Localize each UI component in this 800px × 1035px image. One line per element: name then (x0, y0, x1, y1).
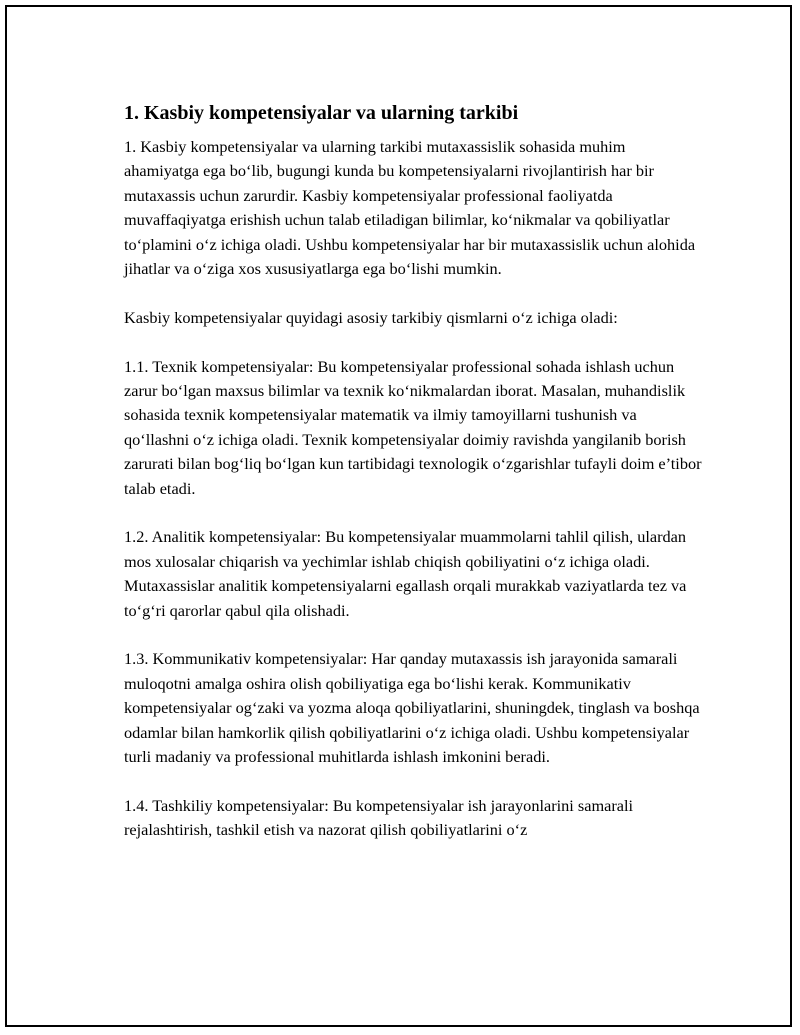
paragraph-components-lead: Kasbiy kompetensiyalar quyidagi asosiy tarkibiy qismlarni o‘z ichiga oladi: (124, 307, 618, 327)
page-frame (5, 5, 792, 1027)
paragraph-intro: 1. Kasbiy kompetensiyalar va ularning tarkibi mutaxassislik sohasida muhim ahamiyatga ega bo‘lib, bugungi kunda bu kompetensiyalarni rivojlantirish har bir mutaxassis uchun zarurdir. Kasbiy kompetensiyalar professional faoliyatda muvaffaqiyatga erishish uchun talab etiladigan bilimlar, ko‘nikmalar va qobiliyatlar to‘plamini o‘z ichiga oladi. Ushbu kompetensiyalar har bir mutaxassislik uchun alohida jihatlar va o‘ziga xos xususiyatlarga ega bo‘lishi mumkin. (124, 137, 696, 279)
paragraph-communicative: 1.3. Kommunikativ kompetensiyalar: Har qanday mutaxassis ish jarayonida samarali muloqotni amalga oshira olish qobiliyatiga ega bo‘lishi kerak. Kommunikativ kompetensiyalar og‘zaki va yozma aloqa qobiliyatlarini, shuningdek, tinglash va boshqa odamlar bilan hamkorlik qilish qobiliyatlarini o‘z ichiga oladi. Ushbu kompetensiyalar turli madaniy va professional muhitlarda ishlash imkonini beradi. (124, 649, 700, 767)
document-body (124, 99, 704, 867)
paragraph-organizational: 1.4. Tashkiliy kompetensiyalar: Bu kompetensiyalar ish jarayonlarini samarali rejalashtirish, tashkil etish va nazorat qilish qobiliyatlarini o‘z (124, 795, 634, 840)
section-heading: 1. Kasbiy kompetensiyalar va ularning tarkibi (124, 102, 519, 124)
paragraph-analytical: 1.2. Analitik kompetensiyalar: Bu kompetensiyalar muammolarni tahlil qilish, ulardan mos xulosalar chiqarish va yechimlar ishlab chiqish qobiliyatini o‘z ichiga oladi. Mutaxassislar analitik kompetensiyalarni egallash orqali murakkab vaziyatlarda tez va to‘g‘ri qarorlar qabul qila olishadi. (124, 527, 687, 620)
paragraph-technical: 1.1. Texnik kompetensiyalar: Bu kompetensiyalar professional sohada ishlash uchun zarur bo‘lgan maxsus bilimlar va texnik ko‘nikmalardan iborat. Masalan, muhandislik sohasida texnik kompetensiyalar matematik va ilmiy tamoyillarni tushunish va qo‘llashni o‘z ichiga oladi. Texnik kompetensiyalar doimiy ravishda yangilanib borish zarurati bilan bog‘liq bo‘lgan kun tartibidagi texnologik o‘zgarishlar tufayli doim e’tibor talab etadi. (124, 356, 702, 498)
